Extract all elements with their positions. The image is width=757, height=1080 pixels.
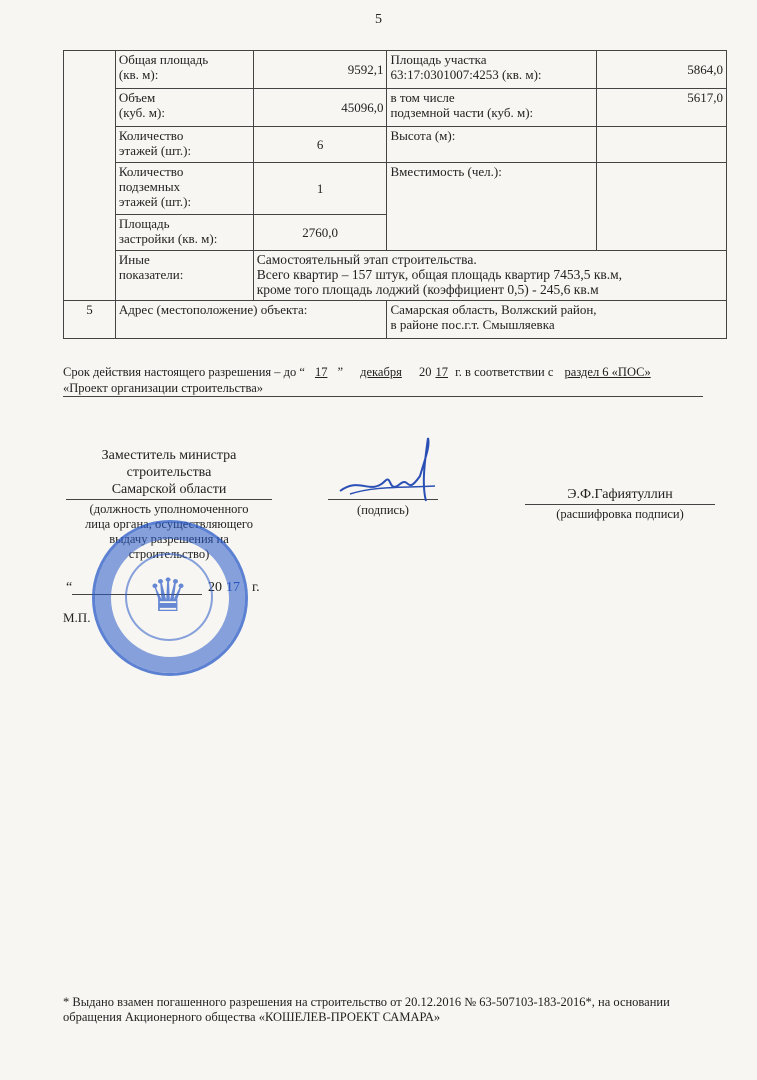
validity-month: декабря xyxy=(360,365,402,379)
plot-area-label: Площадь участка 63:17:0301007:4253 (кв. м): xyxy=(387,51,597,89)
quote-close: ” xyxy=(337,365,344,379)
validity-prefix: Срок действия настоящего разрешения – до xyxy=(63,365,297,379)
validity-day: 17 xyxy=(314,365,328,379)
height-value xyxy=(597,127,727,163)
address-value: Самарская область, Волжский район, в районе пос.г.т. Смышляевка xyxy=(387,301,727,339)
built-area-label: Площадь застройки (кв. м): xyxy=(115,215,253,251)
total-area-label: Общая площадь (кв. м): xyxy=(115,51,253,89)
plot-area-value: 5864,0 xyxy=(597,51,727,89)
validity-basis-line2: «Проект организации строительства» xyxy=(63,381,703,397)
signature-caption: (подпись) xyxy=(357,503,409,517)
validity-year: 17 xyxy=(435,365,448,379)
validity-basis: раздел 6 «ПОС» xyxy=(564,365,651,379)
address-label: Адрес (местоположение) объекта: xyxy=(115,301,387,339)
underground-volume-value: 5617,0 xyxy=(597,89,727,127)
signer-name-caption: (расшифровка подписи) xyxy=(556,507,684,521)
date-year-prefix: 20 xyxy=(208,580,222,595)
underground-floors-value: 1 xyxy=(253,163,387,215)
validity-suffix: г. в соответствии с xyxy=(455,365,554,379)
validity-year-prefix: 20 xyxy=(418,365,432,379)
date-suffix: г. xyxy=(252,580,260,595)
coat-of-arms-icon: ♛ xyxy=(147,570,189,621)
volume-label: Объем (куб. м): xyxy=(115,89,253,127)
floors-label: Количество этажей (шт.): xyxy=(115,127,253,163)
address-row-number: 5 xyxy=(64,301,116,339)
signer-name-underline xyxy=(525,504,715,505)
page-number: 5 xyxy=(375,12,382,27)
floors-value: 6 xyxy=(253,127,387,163)
capacity-label: Вместимость (чел.): xyxy=(387,163,597,251)
seal-place-mp: М.П. xyxy=(63,610,91,625)
official-seal xyxy=(92,520,248,676)
footnote: * Выдано взамен погашенного разрешения на строительство от 20.12.2016 № 63-507103-183-2016*, на основании обращения Акционерного общества «КОШЕЛЕВ-ПРОЕКТ САМАРА» xyxy=(63,995,670,1024)
quote-open: “ xyxy=(299,365,305,379)
object-parameters-table xyxy=(63,50,727,339)
signer-position: Заместитель министра строительства Самарской области xyxy=(101,448,237,497)
date-quote: “ xyxy=(66,580,73,595)
date-year: 17 xyxy=(226,580,240,595)
other-indicators-label: Иные показатели: xyxy=(115,251,253,301)
row-number-cell xyxy=(64,51,116,301)
underground-floors-label: Количество подземных этажей (шт.): xyxy=(115,163,253,215)
built-area-value: 2760,0 xyxy=(253,215,387,251)
signer-position-caption: (должность уполномоченного лица органа, осуществляющего выдачу разрешения на строительство) xyxy=(85,502,253,561)
validity-line xyxy=(63,365,733,380)
handwritten-signature xyxy=(330,436,440,506)
volume-value: 45096,0 xyxy=(253,89,387,127)
height-label: Высота (м): xyxy=(387,127,597,163)
underground-volume-label: в том числе подземной части (куб. м): xyxy=(387,89,597,127)
signer-position-underline xyxy=(66,499,272,500)
other-indicators-value: Самостоятельный этап строительства. Всего квартир – 157 штук, общая площадь квартир 7453,5 кв.м, кроме того площадь лоджий (коэффициент 0,5) - 245,6 кв.м xyxy=(253,251,726,301)
capacity-value xyxy=(597,163,727,251)
signer-name: Э.Ф.Гафиятуллин xyxy=(567,487,673,502)
total-area-value: 9592,1 xyxy=(253,51,387,89)
